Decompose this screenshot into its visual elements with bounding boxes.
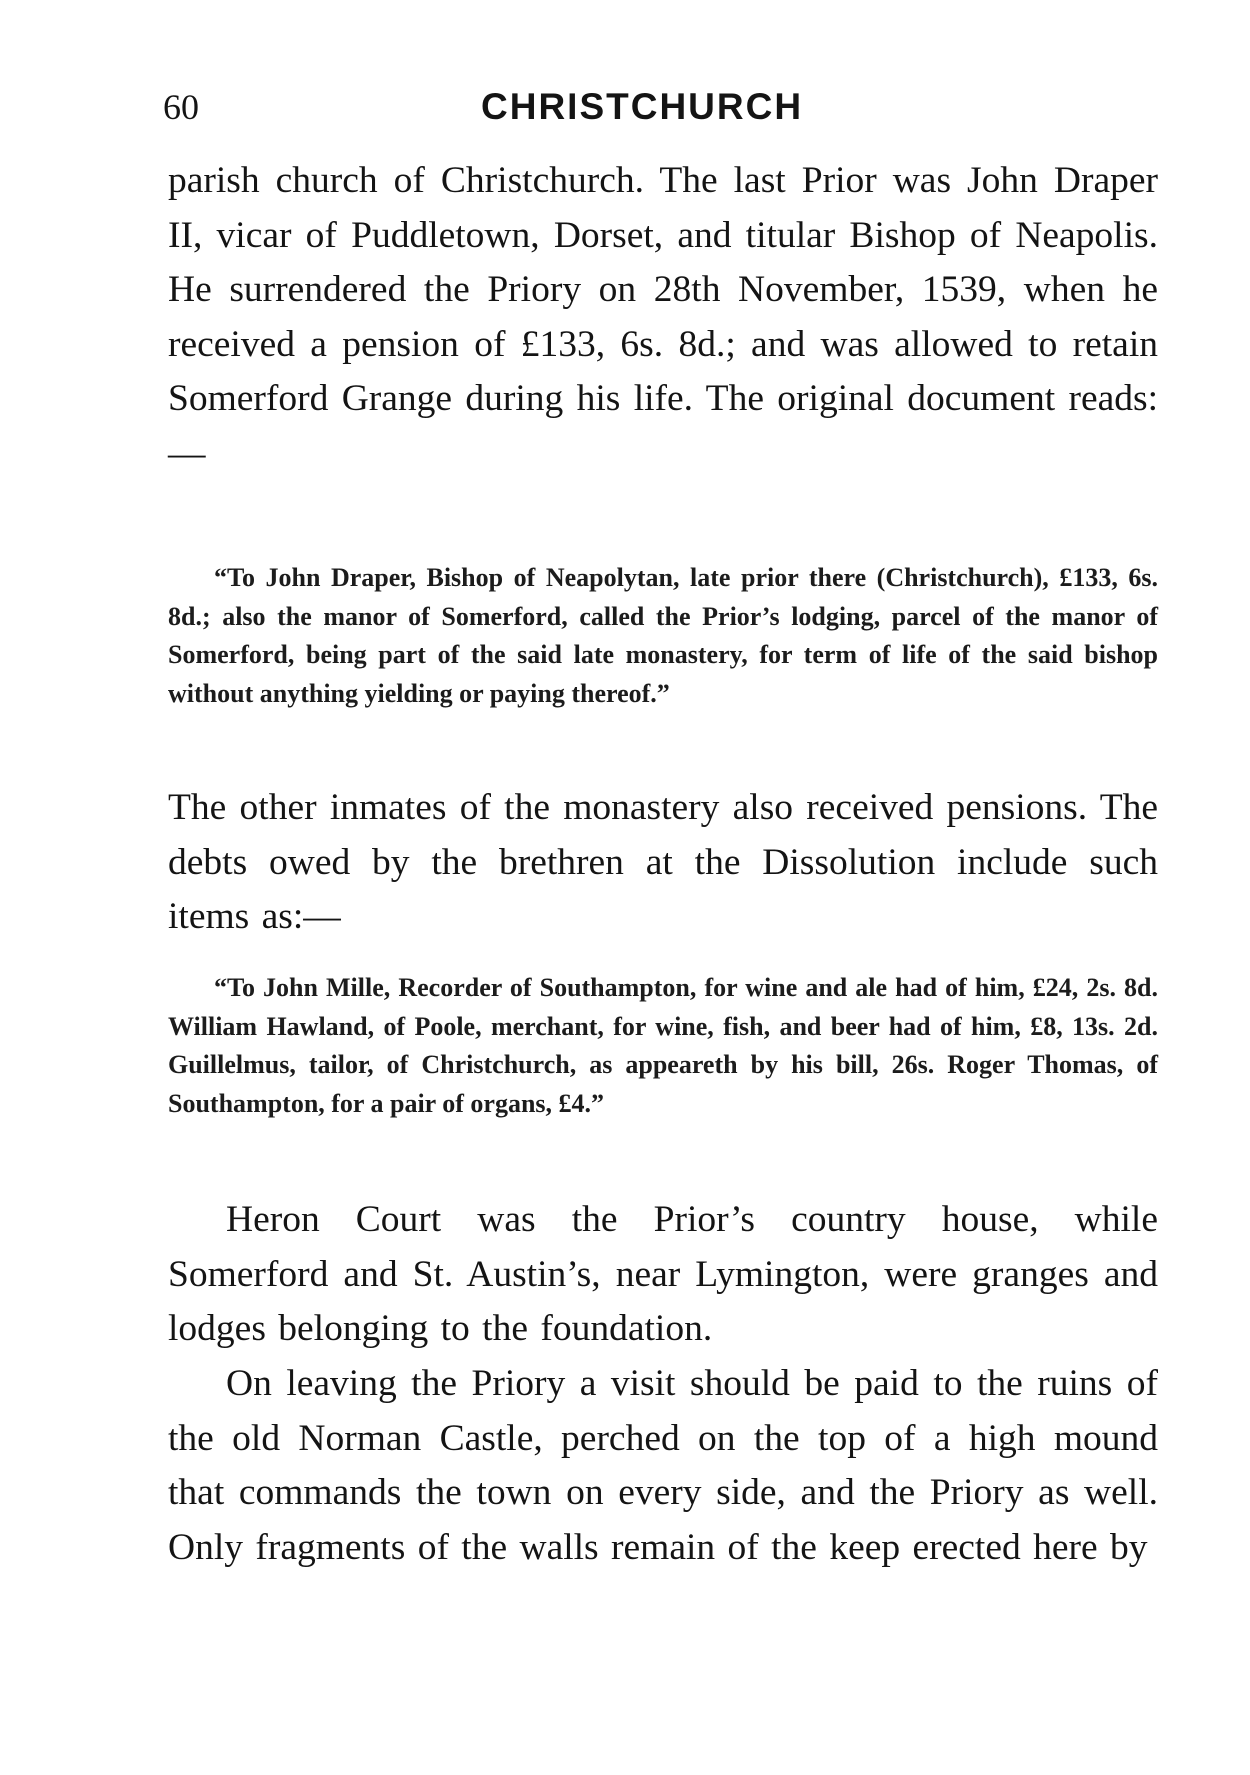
page-number: 60 [163,87,199,127]
running-title: CHRISTCHURCH [481,86,804,127]
paragraph-pensions: The other inmates of the monastery also received pensions. The debts owed by the brethren at the Dissolution include such items as:— [168,787,1158,937]
paragraph-last-prior: parish church of Christchurch. The last Prior was John Draper II, vicar of Puddletown, Dorset, and titular Bishop of Neapolis. He surrendered the Priory on 28th November, 1539, when he received a pension of £133, 6s. 8d.; and was allowed to retain Somerford Grange during his life. The original document reads:— [168,160,1158,474]
page-header [163,82,1163,132]
quote-debts-list: “To John Mille, Recorder of Southampton, for wine and ale had of him, £24, 2s. 8d. William Hawland, of Poole, merchant, for wine, fish, and beer had of him, £8, 13s. 2d. Guillelmus, tailor, of Christchurch, as appeareth by his bill, 26s. Roger Thomas, of Southampton, for a pair of organs, £4.” [168,973,1158,1118]
quote-draper-document: “To John Draper, Bishop of Neapolytan, late prior there (Christchurch), £133, 6s. 8d.; also the manor of Somerford, called the Prior’s lodging, parcel of the manor of Somerford, being part of the said late monastery, for term of life of the said bishop without anything yielding or paying thereof.” [168,563,1158,708]
paragraph-norman-castle: On leaving the Priory a visit should be paid to the ruins of the old Norman Castle, perched on the top of a high mound that commands the town on every side, and the Priory as well. Only fragments of the walls remain of the keep erected here by [168,1363,1158,1568]
paragraph-heron-court: Heron Court was the Prior’s country house, while Somerford and St. Austin’s, near Lymington, were granges and lodges belonging to the foundation. [168,1199,1158,1349]
